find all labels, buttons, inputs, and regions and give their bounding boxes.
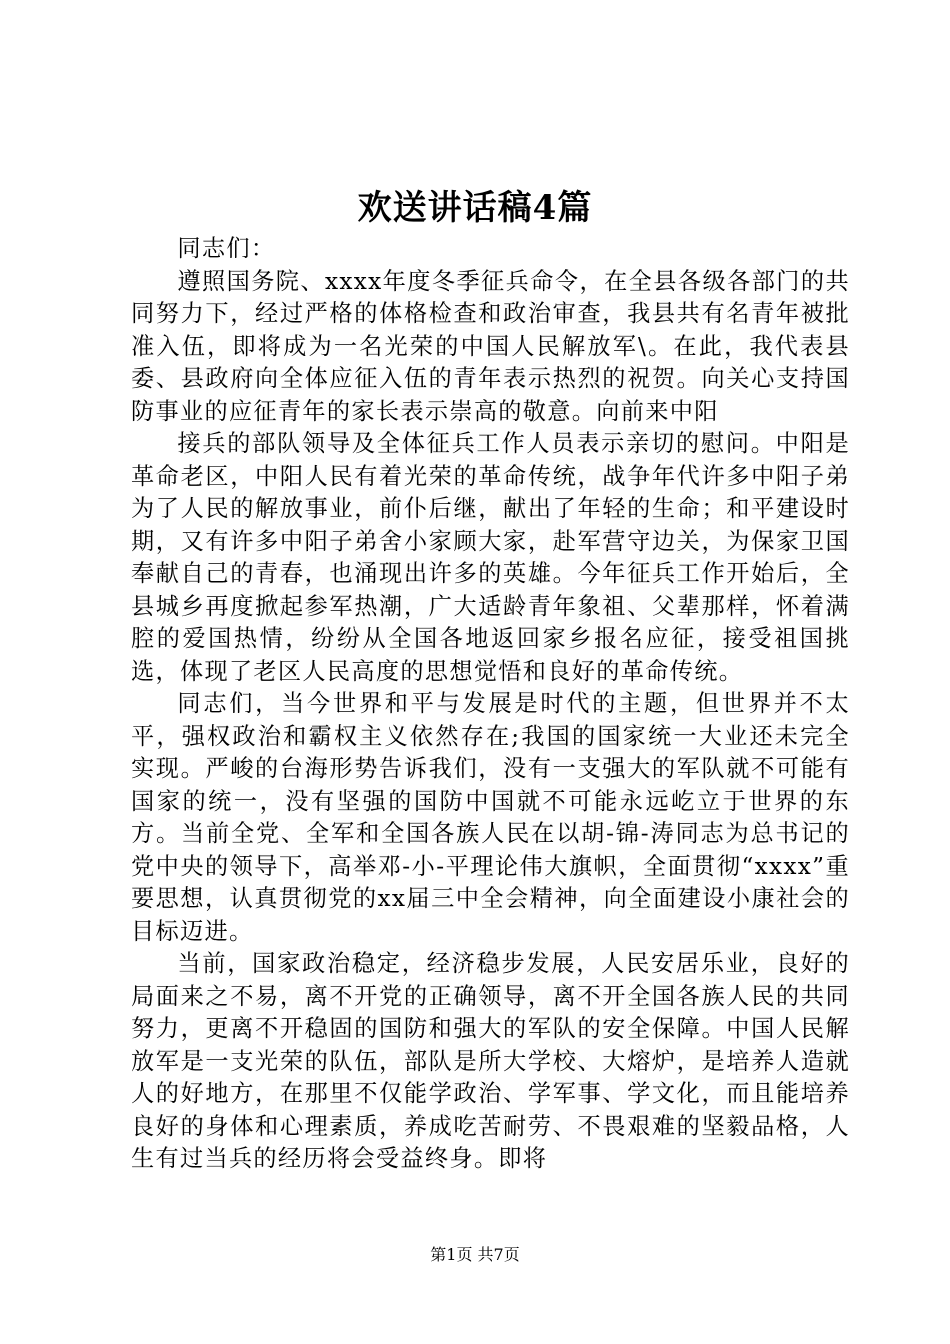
paragraph-greeting: 同志们： — [177, 235, 276, 262]
paragraph: 接兵的部队领导及全体征兵工作人员表示亲切的慰问。中阳是革命老区，中阳人民有着光荣的革命传统，战争年代许多中阳子弟为了人民的解放事业，前仆后继，献出了年轻的生命；和平建设时期，又有许多中阳子弟舍小家顾大家，赴军营守边关，为保家卫国奉献自己的青春，也涌现出许多的英雄。今年征兵工作开始后，全县城乡再度掀起参军热潮，广大适龄青年象祖、父辈那样，怀着满腔的爱国热情，纷纷从全国各地返回家乡报名应征，接受祖国挑选，体现了老区人民高度的思想觉悟和良好的革命传统。 — [131, 430, 850, 685]
page-number-footer: 第1页 共7页 — [430, 1245, 520, 1264]
document-title: 欢送讲话稿4篇 — [357, 188, 593, 228]
paragraph: 当前，国家政治稳定，经济稳步发展，人民安居乐业，良好的局面来之不易，离不开党的正确领导，离不开全国各族人民的共同努力，更离不开稳固的国防和强大的军队的安全保障。中国人民解放军是一支光荣的队伍，部队是所大学校、大熔炉，是培养人造就人的好地方，在那里不仅能学政治、学军事、学文化，而且能培养良好的身体和心理素质，养成吃苦耐劳、不畏艰难的坚毅品格，人生有过当兵的经历将会受益终身。即将 — [131, 950, 850, 1172]
paragraph: 遵照国务院、xxxx年度冬季征兵命令，在全县各级各部门的共同努力下，经过严格的体格检查和政治审查，我县共有名青年被批准入伍，即将成为一名光荣的中国人民解放军\。在此，我代表县委、县政府向全体应征入伍的青年表示热烈的祝贺。向关心支持国防事业的应征青年的家长表示崇高的敬意。向前来中阳 — [131, 267, 850, 425]
document-body — [131, 233, 850, 1176]
paragraph: 同志们，当今世界和平与发展是时代的主题，但世界并不太平，强权政治和霸权主义依然存在;我国的国家统一大业还未完全实现。严峻的台海形势告诉我们，没有一支强大的军队就不可能有国家的统一，没有坚强的国防中国就不可能永远屹立于世界的东方。当前全党、全军和全国各族人民在以胡-锦-涛同志为总书记的党中央的领导下，高举邓-小-平理论伟大旗帜，全面贯彻“xxxx”重要思想，认真贯彻党的xx届三中全会精神，向全面建设小康社会的目标迈进。 — [131, 690, 850, 945]
